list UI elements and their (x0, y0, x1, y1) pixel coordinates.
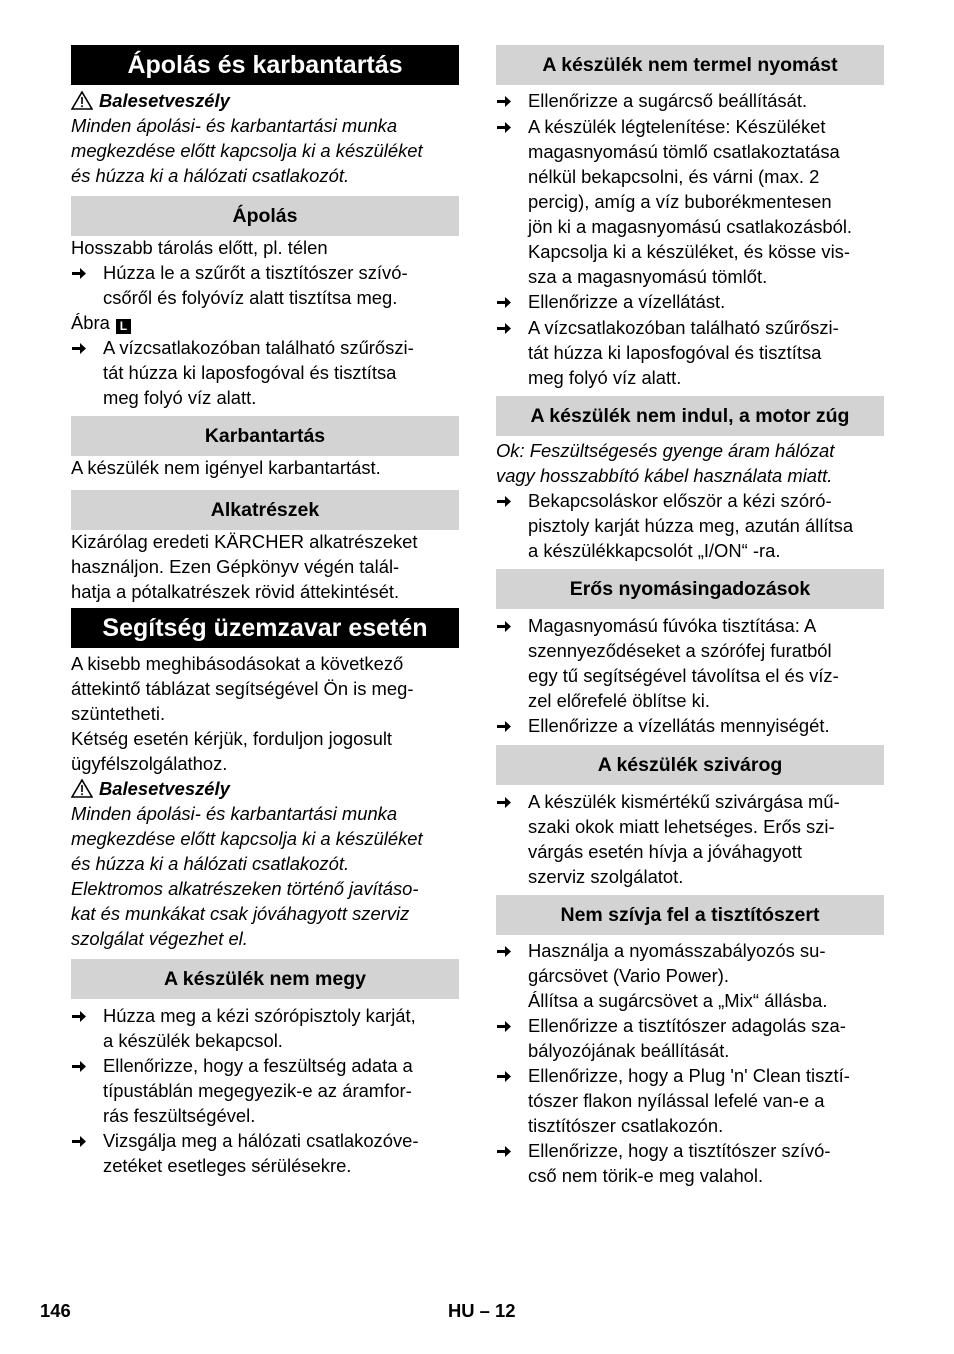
motor-bullet-1-line: Bekapcsoláskor először a kézi szóró- (528, 490, 832, 511)
apolas-intro: Hosszabb tárolás előtt, pl. télen (71, 237, 328, 258)
arrow-right-icon (496, 495, 512, 508)
nem-megy-bullet-1-line: Húzza meg a kézi szórópisztoly karját, (103, 1005, 416, 1026)
heading-motor-zug: A készülék nem indul, a motor zúg (496, 396, 884, 436)
apolas-bullet-1-line: Húzza le a szűrőt a tisztítószer szívó- (103, 262, 408, 283)
nyomas-bullet-2-line: magasnyomású tömlő csatlakoztatása (528, 141, 840, 162)
alkatreszek-text: hatja a pótalkatrészek rövid áttekintését. (71, 581, 400, 602)
ingadozas-bullet-1-line: Magasnyomású fúvóka tisztítása: A (528, 615, 817, 636)
tisztitoszer-bullet-4 (496, 1138, 884, 1188)
nem-megy-bullet-2 (71, 1053, 459, 1128)
nyomas-bullet-4-line: tát húzza ki laposfogóval és tisztítsa (528, 342, 822, 363)
apolas-bullet-2-line: A vízcsatlakozóban található szűrőszi- (103, 337, 414, 358)
nyomas-bullet-3-line: Ellenőrizze a vízellátást. (528, 291, 726, 312)
warning-1-text-2: megkezdése előtt kapcsolja ki a készüléket (71, 140, 423, 161)
szivarog-bullet-1-line: A készülék kismértékű szivárgása mű- (528, 791, 840, 812)
warning-2-text: Minden ápolási- és karbantartási munka (71, 803, 398, 824)
nem-megy-bullet-1-line: a készülék bekapcsol. (103, 1030, 283, 1051)
segitseg-text: ügyfélszolgálathoz. (71, 753, 228, 774)
motor-bullet-1-line: a készülékkapcsolót „I/ON“ -ra. (528, 540, 781, 561)
heading-alkatreszek: Alkatrészek (71, 490, 459, 530)
ingadozas-bullet-1-line: szennyeződéseket a szórófej furatból (528, 640, 832, 661)
nyomas-bullet-2-line: percig), amíg a víz buborékmentesen (528, 191, 832, 212)
warning-1-text-1: Minden ápolási- és karbantartási munka (71, 115, 398, 136)
alkatreszek-text: Kizárólag eredeti KÄRCHER alkatrészeket (71, 531, 418, 552)
heading-karbantartas: Karbantartás (71, 416, 459, 456)
arrow-right-icon (496, 1145, 512, 1158)
nyomas-bullet-4 (496, 315, 884, 390)
arrow-right-icon (496, 121, 512, 134)
arrow-right-icon (496, 720, 512, 733)
apolas-bullet-1 (71, 260, 459, 310)
page-number: 146 (40, 1300, 71, 1321)
heading-nem-megy: A készülék nem megy (71, 959, 459, 999)
warning-2-text: és húzza ki a hálózati csatlakozót. (71, 853, 350, 874)
tisztitoszer-bullet-2-line: bályozójának beállítását. (528, 1040, 730, 1061)
motor-bullet-1-line: pisztoly karját húzza meg, azután állítsa (528, 515, 854, 536)
abra-reference (71, 310, 459, 335)
nem-megy-bullet-2-line: Ellenőrizze, hogy a feszültség adata a (103, 1055, 413, 1076)
nem-megy-bullet-3-line: zetéket esetleges sérülésekre. (103, 1155, 352, 1176)
tisztitoszer-bullet-3-line: Ellenőrizze, hogy a Plug 'n' Clean tisztí- (528, 1065, 850, 1086)
heading-segitseg: Segítség üzemzavar esetén (71, 608, 459, 648)
nyomas-bullet-4-line: meg folyó víz alatt. (528, 367, 682, 388)
tisztitoszer-bullet-1-line: Állítsa a sugárcsövet a „Mix“ állásba. (528, 990, 828, 1011)
tisztitoszer-bullet-2 (496, 1013, 884, 1063)
warning-1 (71, 88, 459, 113)
arrow-right-icon (496, 296, 512, 309)
tisztitoszer-bullet-3-line: tisztítószer csatlakozón. (528, 1115, 724, 1136)
nyomas-bullet-2 (496, 114, 884, 289)
segitseg-text: szüntetheti. (71, 703, 166, 724)
heading-apolas-karbantartas: Ápolás és karbantartás (71, 45, 459, 85)
karbantartas-text: A készülék nem igényel karbantartást. (71, 457, 381, 478)
arrow-right-icon (71, 1135, 87, 1148)
warning-triangle-icon (71, 779, 93, 798)
heading-nyomasingadozasok: Erős nyomásingadozások (496, 569, 884, 609)
right-column (496, 45, 884, 1188)
arrow-right-icon (71, 1010, 87, 1023)
heading-nem-termel-nyomast: A készülék nem termel nyomást (496, 45, 884, 85)
arrow-right-icon (496, 796, 512, 809)
arrow-right-icon (496, 620, 512, 633)
nyomas-bullet-2-line: jön ki a magasnyomású csatlakozásból. (528, 216, 853, 237)
arrow-right-icon (496, 945, 512, 958)
tisztitoszer-bullet-1-line: Használja a nyomásszabályozós su- (528, 940, 826, 961)
tisztitoszer-bullet-3-line: tószer flakon nyílással lefelé van-e a (528, 1090, 825, 1111)
ingadozas-bullet-2 (496, 713, 884, 739)
motor-cause: Ok: Feszültségesés gyenge áram hálózat (496, 440, 835, 461)
tisztitoszer-bullet-3 (496, 1063, 884, 1138)
nem-megy-bullet-3 (71, 1128, 459, 1178)
warning-2-text: Elektromos alkatrészeken történő javításo- (71, 878, 419, 899)
apolas-bullet-1-line: csőről és folyóvíz alatt tisztítsa meg. (103, 287, 398, 308)
apolas-bullet-2-line: tát húzza ki laposfogóval és tisztítsa (103, 362, 397, 383)
segitseg-text: Kétség esetén kérjük, forduljon jogosult (71, 728, 393, 749)
nyomas-bullet-2-line: nélkül bekapcsolni, és várni (max. 2 (528, 166, 820, 187)
apolas-bullet-2-line: meg folyó víz alatt. (103, 387, 257, 408)
szivarog-bullet-1-line: szerviz szolgálatot. (528, 866, 684, 887)
arrow-right-icon (71, 342, 87, 355)
apolas-bullet-2 (71, 335, 459, 410)
ingadozas-bullet-1 (496, 613, 884, 713)
warning-2-text: megkezdése előtt kapcsolja ki a készüléket (71, 828, 423, 849)
warning-2-text: kat és munkákat csak jóváhagyott szerviz (71, 903, 410, 924)
arrow-right-icon (496, 1020, 512, 1033)
nem-megy-bullet-3-line: Vizsgálja meg a hálózati csatlakozóve- (103, 1130, 419, 1151)
segitseg-text: áttekintő táblázat segítségével Ön is meg- (71, 678, 414, 699)
nyomas-bullet-4-line: A vízcsatlakozóban található szűrőszi- (528, 317, 839, 338)
segitseg-text: A kisebb meghibásodásokat a következő (71, 653, 404, 674)
arrow-right-icon (496, 95, 512, 108)
nem-megy-bullet-2-line: rás feszültségével. (103, 1105, 256, 1126)
szivarog-bullet-1-line: szaki okok miatt lehetséges. Erős szi- (528, 816, 835, 837)
warning-1-text-3: és húzza ki a hálózati csatlakozót. (71, 165, 350, 186)
motor-bullet-1 (496, 488, 884, 563)
tisztitoszer-bullet-2-line: Ellenőrizze a tisztítószer adagolás sza- (528, 1015, 846, 1036)
tisztitoszer-bullet-1-line: gárcsövet (Vario Power). (528, 965, 730, 986)
tisztitoszer-bullet-1 (496, 938, 884, 1013)
warning-2-title: Balesetveszély (99, 778, 230, 799)
warning-2-text: szolgálat végezhet el. (71, 928, 248, 949)
left-column (71, 45, 459, 1178)
section-label: HU – 12 (448, 1300, 516, 1321)
abra-label: Ábra (71, 312, 110, 333)
figure-ref-box: L (116, 319, 131, 334)
alkatreszek-text: használjon. Ezen Gépkönyv végén talál- (71, 556, 400, 577)
szivarog-bullet-1-line: várgás esetén hívja a jóváhagyott (528, 841, 802, 862)
warning-1-title: Balesetveszély (99, 90, 230, 111)
nem-megy-bullet-1 (71, 1003, 459, 1053)
nyomas-bullet-2-line: A készülék légtelenítése: Készüléket (528, 116, 826, 137)
tisztitoszer-bullet-4-line: cső nem törik-e meg valahol. (528, 1165, 764, 1186)
tisztitoszer-bullet-4-line: Ellenőrizze, hogy a tisztítószer szívó- (528, 1140, 831, 1161)
heading-szivarog: A készülék szivárog (496, 745, 884, 785)
warning-2 (71, 776, 459, 801)
nyomas-bullet-3 (496, 289, 884, 315)
arrow-right-icon (71, 1060, 87, 1073)
nyomas-bullet-1 (496, 88, 884, 114)
nyomas-bullet-2-line: sza a magasnyomású tömlőt. (528, 266, 768, 287)
arrow-right-icon (496, 1070, 512, 1083)
ingadozas-bullet-1-line: egy tű segítségével távolítsa el és víz- (528, 665, 839, 686)
arrow-right-icon (71, 267, 87, 280)
ingadozas-bullet-1-line: zel előrefelé öblítse ki. (528, 690, 710, 711)
arrow-right-icon (496, 322, 512, 335)
nem-megy-bullet-2-line: típustáblán megegyezik-e az áramfor- (103, 1080, 412, 1101)
heading-tisztitoszer: Nem szívja fel a tisztítószert (496, 895, 884, 935)
szivarog-bullet-1 (496, 789, 884, 889)
nyomas-bullet-1-line: Ellenőrizze a sugárcső beállítását. (528, 90, 808, 111)
ingadozas-bullet-2-line: Ellenőrizze a vízellátás mennyiségét. (528, 715, 830, 736)
warning-triangle-icon (71, 91, 93, 110)
nyomas-bullet-2-line: Kapcsolja ki a készüléket, és kösse vis- (528, 241, 850, 262)
heading-apolas: Ápolás (71, 196, 459, 236)
motor-cause: vagy hosszabbító kábel használata miatt. (496, 465, 833, 486)
